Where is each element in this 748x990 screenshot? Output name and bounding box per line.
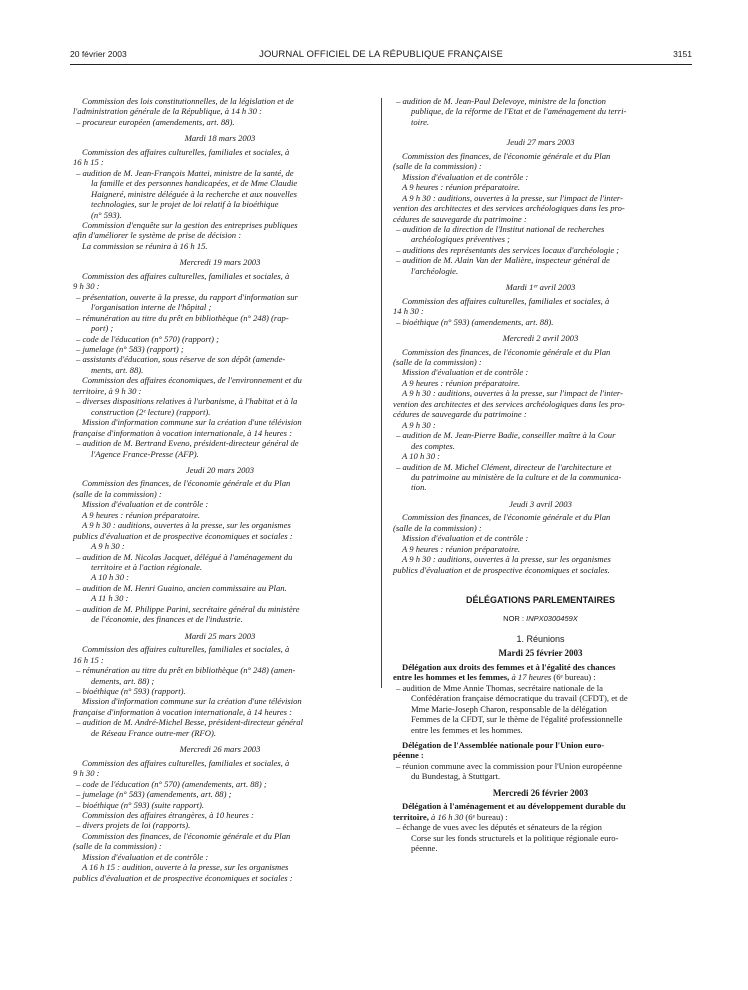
nor-code: INPX0300459X <box>526 614 578 624</box>
mission-line: Mission d'évaluation et de contrôle : <box>82 851 209 862</box>
agenda-item: – bioéthique (n° 593) (amendements, art. 88). <box>396 316 554 327</box>
agenda-item-cont: publique, de la réforme de l'Etat et de l'aménagement du terri- <box>411 106 627 117</box>
subsection-heading: 1. Réunions <box>516 633 565 644</box>
day-heading: Mardi 25 février 2003 <box>498 648 583 659</box>
day-block-mardi-1-avril <box>393 282 688 327</box>
agenda-item-cont: dements, art. 88) ; <box>91 675 155 686</box>
commission-line: (salle de la commission) : <box>393 522 482 533</box>
delegation-time: à 16 h 30 <box>428 811 466 822</box>
mission-line: A 9 heures : réunion préparatoire. <box>82 509 201 520</box>
delegation-line <box>393 812 688 822</box>
agenda-item: – échange de vues avec les députés et sénateurs de la région <box>396 822 602 833</box>
agenda-item: – code de l'éducation (n° 570) (amendements, art. 88) ; <box>76 778 267 789</box>
nor-label: NOR : <box>503 614 525 624</box>
delegation-line <box>393 801 688 811</box>
mission-line: A 16 h 15 : audition, ouverte à la presse, sur les organismes <box>82 862 289 873</box>
mission-line: A 9 h 30 : auditions, ouvertes à la presse, sur l'impact de l'inter- <box>402 192 623 203</box>
delegation-name: territoire, <box>393 811 429 822</box>
commission-line: 9 h 30 : <box>73 281 100 292</box>
mission-line: Mission d'évaluation et de contrôle : <box>82 499 209 510</box>
left-column <box>73 96 367 883</box>
agenda-item: – procureur européen (amendements, art. 88). <box>76 116 235 127</box>
mission-line: Mission d'évaluation et de contrôle : <box>402 171 529 182</box>
agenda-item-cont: de Réseau France outre-mer (RFO). <box>91 727 216 738</box>
agenda-item: – rémunération au titre du prêt en bibliothèque (n° 248) (rap- <box>76 312 289 323</box>
delegation-name: Délégation à l'aménagement et au développement durable du <box>402 801 626 812</box>
agenda-item: – diverses dispositions relatives à l'urbanisme, à l'habitat et à la <box>76 396 298 407</box>
right-column <box>393 96 688 854</box>
header-title: JOURNAL OFFICIEL DE LA RÉPUBLIQUE FRANÇAISE <box>259 49 503 60</box>
intro-block <box>73 96 367 127</box>
delegation-room: (6ᵉ bureau) : <box>465 811 508 822</box>
agenda-item: – audition de la direction de l'Institut national de recherches <box>396 223 605 234</box>
commission-line: (salle de la commission) : <box>73 841 162 852</box>
mission-line: A 9 h 30 : auditions, ouvertes à la presse, sur les organismes <box>402 554 611 565</box>
commission-line: 16 h 15 : <box>73 157 104 168</box>
agenda-item: – réunion commune avec la commission pour l'Union européenne <box>396 760 622 771</box>
day-heading: Jeudi 27 mars 2003 <box>506 137 575 148</box>
day-heading: Jeudi 20 mars 2003 <box>185 464 255 475</box>
commission-line: (salle de la commission) : <box>393 161 482 172</box>
commission-line: Commission des finances, de l'économie générale et du Plan <box>402 346 611 357</box>
delegation-name: Délégation de l'Assemblée nationale pour l'Union euro- <box>402 740 605 751</box>
commission-line: Commission des finances, de l'économie générale et du Plan <box>82 478 291 489</box>
commission-line: territoire, à 9 h 30 : <box>73 385 142 396</box>
mission-line: A 9 h 30 : auditions, ouvertes à la presse, sur les organismes <box>82 520 291 531</box>
day-heading: Mercredi 2 avril 2003 <box>502 333 579 344</box>
delegation-room: (6ᵉ bureau) : <box>553 672 596 683</box>
commission-line: française d'information à vocation internationale, à 14 heures : <box>73 427 292 438</box>
mission-line: A 9 heures : réunion préparatoire. <box>402 182 521 193</box>
delegation-time: à 17 heures <box>509 672 554 683</box>
day-heading: Mercredi 26 mars 2003 <box>179 744 261 755</box>
day-block-mardi-25-mars <box>73 631 367 739</box>
agenda-item-cont: ments, art. 88). <box>91 364 144 375</box>
time-slot: A 9 h 30 : <box>402 419 436 430</box>
agenda-item: – divers projets de loi (rapports). <box>76 820 191 831</box>
continued-block <box>393 96 688 127</box>
column-separator <box>381 98 382 688</box>
agenda-item-cont: Mme Marie-Joseph Charon, responsable de la délégation <box>411 703 607 714</box>
agenda-item: – audition de M. Bertrand Eveno, président-directeur général de <box>76 438 299 449</box>
agenda-item-cont: la famille et des personnes handicapées, et de Mme Claudie <box>91 178 298 189</box>
commission-line: Commission des affaires culturelles, familiales et sociales, à <box>82 757 290 768</box>
commission-line: Commission des affaires économiques, de l'environnement et du <box>82 375 302 386</box>
agenda-item: – audition de M. Philippe Parini, secrétaire général du ministère <box>76 603 300 614</box>
mission-line: publics d'évaluation et de prospective économiques et sociales : <box>73 872 293 883</box>
agenda-item: – assistants d'éducation, sous réserve de son dépôt (amende- <box>76 354 286 365</box>
commission-line: 14 h 30 : <box>393 306 424 317</box>
agenda-item-cont: technologies, sur le projet de loi relatif à la bioéthique <box>91 199 279 210</box>
day-heading: Jeudi 3 avril 2003 <box>509 498 572 509</box>
agenda-item-cont: Corse sur les fonds structurels et la politique régionale euro- <box>411 832 619 843</box>
agenda-item-cont: toire. <box>411 116 430 127</box>
agenda-item: – auditions des représentants des services locaux d'archéologie ; <box>396 244 620 255</box>
agenda-item: – audition de M. Jean-Pierre Badie, conseiller maître à la Cour <box>396 430 616 441</box>
mission-line: Mission d'évaluation et de contrôle : <box>402 367 529 378</box>
time-slot: A 11 h 30 : <box>91 593 129 604</box>
mission-line: A 9 heures : réunion préparatoire. <box>402 377 521 388</box>
delegation-line <box>393 750 688 760</box>
day-block-mercredi-2-avril <box>393 333 688 493</box>
agenda-item-cont: l'Agence France-Presse (AFP). <box>91 448 199 459</box>
delegation-line <box>393 672 688 682</box>
agenda-item: – jumelage (n° 583) (amendements, art. 88) ; <box>76 789 232 800</box>
commission-line: Commission des finances, de l'économie générale et du Plan <box>402 512 611 523</box>
commission-line: Commission des finances, de l'économie générale et du Plan <box>82 830 291 841</box>
day-heading: Mercredi 19 mars 2003 <box>179 257 261 268</box>
agenda-item: – présentation, ouverte à la presse, du rapport d'information sur <box>76 291 298 302</box>
mission-line: cédures de sauvegarde du patrimoine : <box>393 409 527 420</box>
agenda-item-cont: Haigneré, ministre déléguée à la recherche et aux nouvelles <box>91 188 297 199</box>
delegation-name: entre les hommes et les femmes, <box>393 672 510 683</box>
agenda-item-cont: archéologiques préventives ; <box>411 234 510 245</box>
commission-line: (salle de la commission) : <box>393 356 482 367</box>
agenda-item-cont: l'organisation interne de l'hôpital ; <box>91 302 212 313</box>
agenda-item: – audition de Mme Annie Thomas, secrétaire nationale de la <box>396 682 603 693</box>
day-block-mercredi-19-mars <box>73 257 367 459</box>
agenda-item-cont: Confédération française démocratique du travail (CFDT), et de <box>411 693 628 704</box>
mission-line: A 9 h 30 : auditions, ouvertes à la presse, sur l'impact de l'inter- <box>402 388 623 399</box>
day-heading: Mercredi 26 février 2003 <box>492 787 589 798</box>
commission-line: Commission des affaires étrangères, à 10 heures : <box>82 810 254 820</box>
meeting-note: La commission se réunira à 16 h 15. <box>82 240 208 251</box>
agenda-item-cont: des comptes. <box>411 440 455 451</box>
time-slot: A 10 h 30 : <box>91 572 130 583</box>
agenda-item-cont: entre les femmes et les hommes. <box>411 724 523 735</box>
agenda-item: – bioéthique (n° 593) (rapport). <box>76 686 186 697</box>
header-date: 20 février 2003 <box>70 49 127 59</box>
mission-line: A 9 heures : réunion préparatoire. <box>402 543 521 554</box>
mission-line: publics d'évaluation et de prospective économiques et sociales : <box>73 530 293 541</box>
agenda-item-cont: du patrimoine au ministère de la culture et de la communica- <box>411 471 622 482</box>
agenda-item: – audition de M. Michel Clément, directeur de l'architecture et <box>396 461 612 472</box>
header-rule <box>70 64 692 65</box>
agenda-item-cont: tion. <box>411 482 427 493</box>
time-slot: A 10 h 30 : <box>402 451 441 462</box>
page-header <box>70 49 692 63</box>
commission-line: Commission des finances, de l'économie générale et du Plan <box>402 150 611 161</box>
agenda-item: – audition de M. André-Michel Besse, président-directeur général <box>76 717 303 728</box>
delegation-line <box>393 740 688 750</box>
mission-line: publics d'évaluation et de prospective économiques et sociales. <box>393 564 610 575</box>
agenda-item: – code de l'éducation (n° 570) (rapport) ; <box>76 333 219 344</box>
delegation-name: Délégation aux droits des femmes et à l'égalité des chances <box>402 661 616 672</box>
commission-line: française d'information à vocation internationale, à 14 heures : <box>73 706 292 717</box>
commission-line: Mission d'information commune sur la création d'une télévision <box>82 417 302 428</box>
day-block-jeudi-20-mars <box>73 465 367 625</box>
nor-reference <box>393 614 688 624</box>
agenda-item: – audition de M. Alain Van der Malière, inspecteur général de <box>396 255 610 266</box>
agenda-item: – bioéthique (n° 593) (suite rapport). <box>76 799 205 810</box>
commission-line: afin d'améliorer le système de prise de décision : <box>73 230 242 241</box>
agenda-item-cont: (n° 593). <box>91 209 122 220</box>
mission-line: vention des architectes et des services archéologiques dans les pro- <box>393 203 625 214</box>
day-heading: Mardi 18 mars 2003 <box>184 133 256 144</box>
commission-line: (salle de la commission) : <box>73 488 162 499</box>
commission-line: Mission d'information commune sur la création d'une télévision <box>82 696 302 707</box>
agenda-item-cont: de l'économie, des finances et de l'industrie. <box>91 614 243 625</box>
agenda-item-cont: péenne. <box>411 843 438 854</box>
mission-line: Mission d'évaluation et de contrôle : <box>402 533 529 544</box>
delegation-line <box>393 662 688 672</box>
time-slot: A 9 h 30 : <box>91 541 125 552</box>
mission-line: cédures de sauvegarde du patrimoine : <box>393 213 527 224</box>
header-page-number: 3151 <box>673 49 692 59</box>
day-block-mardi-18-mars <box>73 133 367 251</box>
commission-line: Commission des affaires culturelles, familiales et sociales, à <box>82 644 290 655</box>
agenda-item: – jumelage (n° 583) (rapport) ; <box>76 343 184 354</box>
commission-line: Commission des affaires culturelles, familiales et sociales, à <box>82 270 290 281</box>
agenda-item-cont: du Bundestag, à Stuttgart. <box>411 771 501 782</box>
mission-line: vention des architectes et des services archéologiques dans les pro- <box>393 398 625 409</box>
agenda-item-cont: l'archéologie. <box>411 265 459 276</box>
commission-line: 9 h 30 : <box>73 768 100 779</box>
day-block-mercredi-26-mars <box>73 744 367 883</box>
agenda-item: – audition de M. Nicolas Jacquet, délégué à l'aménagement du <box>76 551 293 562</box>
agenda-item: – audition de M. Jean-Paul Delevoye, ministre de la fonction <box>396 96 606 106</box>
day-heading: Mardi 1ᵉʳ avril 2003 <box>505 282 576 293</box>
agenda-item: – rémunération au titre du prêt en bibliothèque (n° 248) (amen- <box>76 665 296 676</box>
agenda-item-cont: port) ; <box>91 323 114 334</box>
delegation-name: péenne : <box>393 750 424 761</box>
delegations-section <box>393 595 688 854</box>
agenda-item-cont: Femmes de la CFDT, sur le thème de l'égalité professionnelle <box>411 714 623 725</box>
commission-line: Commission d'enquête sur la gestion des entreprises publiques <box>82 219 298 230</box>
agenda-item-cont: construction (2ᵉ lecture) (rapport). <box>91 406 211 417</box>
section-title: DÉLÉGATIONS PARLEMENTAIRES <box>465 595 615 606</box>
commission-line: Commission des lois constitutionnelles, de la législation et de <box>82 96 294 106</box>
agenda-item-cont: territoire et à l'action régionale. <box>91 562 203 573</box>
commission-line: l'administration générale de la République, à 14 h 30 : <box>73 106 262 117</box>
agenda-item: – audition de M. Henri Guaino, ancien commissaire au Plan. <box>76 582 287 593</box>
day-block-jeudi-27-mars <box>393 137 688 276</box>
day-heading: Mardi 25 mars 2003 <box>184 630 256 641</box>
commission-line: Commission des affaires culturelles, familiales et sociales, à <box>402 295 610 306</box>
agenda-item: – audition de M. Jean-François Mattei, ministre de la santé, de <box>76 167 294 178</box>
commission-line: 16 h 15 : <box>73 654 104 665</box>
commission-line: Commission des affaires culturelles, familiales et sociales, à <box>82 146 290 157</box>
day-block-jeudi-3-avril <box>393 499 688 575</box>
